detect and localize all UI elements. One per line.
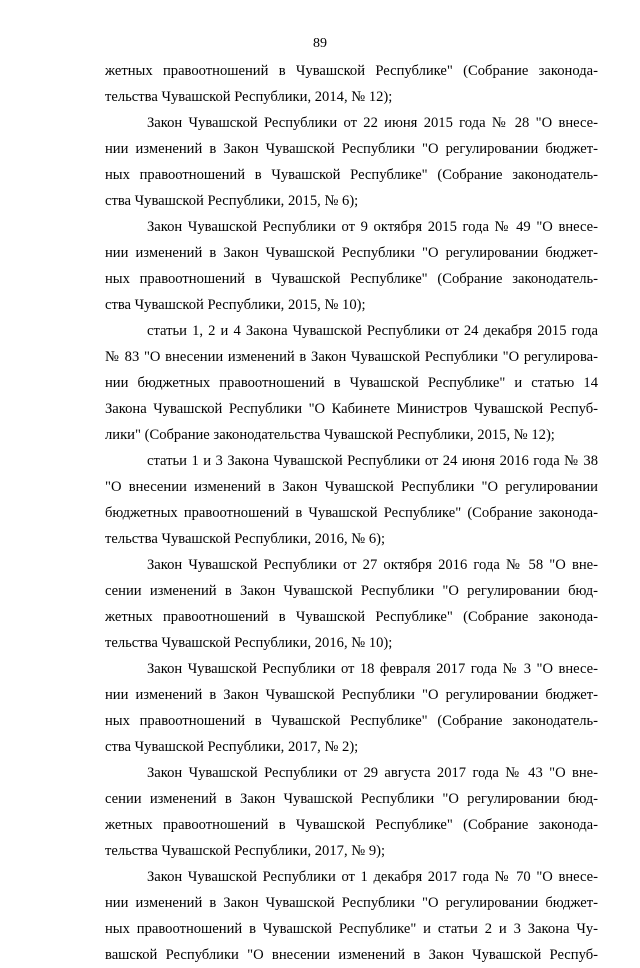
- text-line: ства Чувашской Республики, 2015, № 6);: [105, 193, 359, 209]
- text-line: тельства Чувашской Республики, 2014, № 12);: [105, 89, 393, 105]
- text-line: нии изменений в Закон Чувашской Республики "О регулировании бюджет-: [105, 141, 598, 157]
- text-line: жетных правоотношений в Чувашской Республике" (Собрание законода-: [105, 609, 598, 625]
- text-line: сении изменений в Закон Чувашской Республики "О регулировании бюд-: [105, 791, 598, 807]
- text-line: ства Чувашской Республики, 2017, № 2);: [105, 739, 359, 755]
- text-line: ных правоотношений в Чувашской Республике" и статьи 2 и 3 Закона Чу-: [105, 921, 598, 937]
- text-line: Закон Чувашской Республики от 1 декабря 2017 года № 70 "О внесе-: [147, 869, 598, 885]
- text-line: № 83 "О внесении изменений в Закон Чувашской Республики "О регулирова-: [105, 349, 598, 365]
- text-line: сении изменений в Закон Чувашской Республики "О регулировании бюд-: [105, 583, 598, 599]
- body-text: [105, 58, 598, 968]
- text-line: ства Чувашской Республики, 2015, № 10);: [105, 297, 366, 313]
- text-line: жетных правоотношений в Чувашской Республике" (Собрание законода-: [105, 817, 598, 833]
- text-line: тельства Чувашской Республики, 2016, № 10);: [105, 635, 393, 651]
- text-line: жетных правоотношений в Чувашской Республике" (Собрание законода-: [105, 63, 598, 79]
- text-line: бюджетных правоотношений в Чувашской Республике" (Собрание законода-: [105, 505, 598, 521]
- text-line: ных правоотношений в Чувашской Республике" (Собрание законодатель-: [105, 167, 598, 183]
- text-line: Закон Чувашской Республики от 22 июня 2015 года № 28 "О внесе-: [147, 115, 598, 131]
- text-line: нии изменений в Закон Чувашской Республики "О регулировании бюджет-: [105, 687, 598, 703]
- text-line: тельства Чувашской Республики, 2016, № 6);: [105, 531, 386, 547]
- text-line: статьи 1 и 3 Закона Чувашской Республики от 24 июня 2016 года № 38: [147, 453, 598, 469]
- text-line: Закона Чувашской Республики "О Кабинете Министров Чувашской Респуб-: [105, 401, 598, 417]
- text-line: Закон Чувашской Республики от 29 августа 2017 года № 43 "О вне-: [147, 765, 598, 781]
- text-line: "О внесении изменений в Закон Чувашской Республики "О регулировании: [105, 479, 598, 495]
- text-line: статьи 1, 2 и 4 Закона Чувашской Республики от 24 декабря 2015 года: [147, 323, 598, 339]
- text-line: Закон Чувашской Республики от 27 октября 2016 года № 58 "О вне-: [147, 557, 598, 573]
- text-line: лики" (Собрание законодательства Чувашской Республики, 2015, № 12);: [105, 427, 555, 443]
- text-line: ных правоотношений в Чувашской Республике" (Собрание законодатель-: [105, 713, 598, 729]
- text-line: ных правоотношений в Чувашской Республике" (Собрание законодатель-: [105, 271, 598, 287]
- text-line: Закон Чувашской Республики от 18 февраля 2017 года № 3 "О внесе-: [147, 661, 598, 677]
- text-line: тельства Чувашской Республики, 2017, № 9);: [105, 843, 386, 859]
- text-line: нии бюджетных правоотношений в Чувашской Республике" и статью 14: [105, 375, 598, 391]
- text-line: Закон Чувашской Республики от 9 октября 2015 года № 49 "О внесе-: [147, 219, 598, 235]
- text-line: нии изменений в Закон Чувашской Республики "О регулировании бюджет-: [105, 245, 598, 261]
- text-line: нии изменений в Закон Чувашской Республики "О регулировании бюджет-: [105, 895, 598, 911]
- page-number: 89: [313, 36, 327, 51]
- text-line: вашской Республики "О внесении изменений в Закон Чувашской Респуб-: [105, 947, 598, 963]
